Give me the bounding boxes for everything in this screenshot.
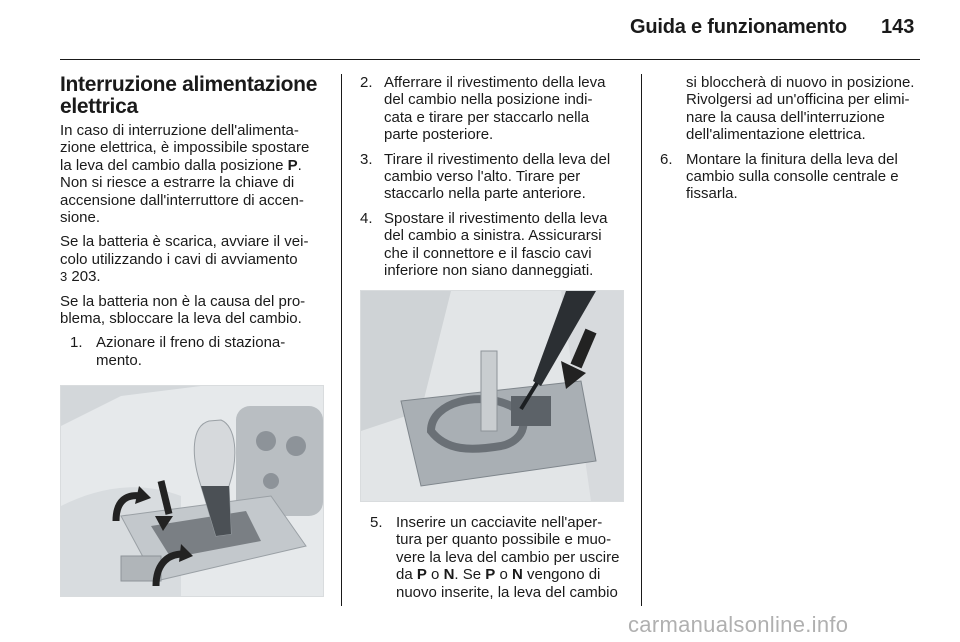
step-6 — [660, 151, 924, 203]
text-line: staccarlo nella parte anteriore. — [384, 185, 586, 203]
text-fragment: vengono di — [522, 566, 601, 584]
text-line: Afferrare il rivestimento della leva — [384, 74, 606, 91]
text-line: Se la batteria è scarica, avviare il vei- — [60, 233, 309, 251]
screwdriver-drawing — [361, 291, 623, 501]
text-fragment: . Se — [454, 566, 486, 584]
text-line: nare la causa dell'interruzione — [686, 108, 885, 126]
step-number: 6. — [660, 150, 673, 168]
text-line: Montare la finitura della leva del — [686, 150, 898, 168]
column-2-lower — [360, 514, 624, 608]
text-line: Tirare il rivestimento della leva del — [384, 150, 611, 168]
step-4 — [360, 210, 624, 280]
text-line: Azionare il freno di staziona- — [96, 334, 286, 352]
lever-shaft — [481, 351, 497, 431]
text-line: . — [297, 156, 302, 174]
step-number: 2. — [360, 74, 373, 91]
text-line: Non si riesce a estrarre la chiave di — [60, 174, 295, 192]
paragraph-3 — [60, 293, 322, 328]
text-line: cambio sulla consolle centrale e — [686, 168, 899, 186]
text-line: del cambio nella posizione indi- — [384, 91, 593, 109]
text-line: mento. — [96, 351, 142, 369]
page-number: 143 — [881, 16, 915, 38]
page-reference: 203. — [67, 268, 101, 286]
watermark: carmanualsonline.info — [628, 612, 849, 637]
paragraph-1 — [60, 122, 322, 226]
column-divider-2 — [641, 74, 642, 606]
knob-c — [263, 473, 279, 489]
text-line: blema, sbloccare la leva del cambio. — [60, 310, 302, 328]
screwdriver-illustration — [360, 290, 624, 502]
column-2 — [360, 74, 624, 286]
header-rule — [60, 59, 920, 60]
text-line: sione. — [60, 209, 101, 227]
knob-a — [256, 431, 276, 451]
column-1 — [60, 74, 322, 376]
knob-b — [286, 436, 306, 456]
text-fragment: da — [396, 566, 417, 584]
text-line: parte posteriore. — [384, 126, 494, 144]
step-5-continued — [660, 74, 924, 144]
step-number: 1. — [70, 334, 83, 352]
text-line: inferiore non siano danneggiati. — [384, 262, 594, 280]
step-number: 4. — [360, 209, 373, 227]
page-reference-icon: 3 — [60, 269, 68, 285]
text-line: dell'alimentazione elettrica. — [686, 126, 866, 144]
text-line: fissarla. — [686, 185, 738, 203]
text-line: accensione dall'interruttore di accen- — [60, 191, 304, 209]
text-line: zione elettrica, è impossibile spostare — [60, 139, 310, 157]
step-number: 5. — [370, 514, 383, 531]
text-line: Se la batteria non è la causa del pro- — [60, 292, 306, 310]
gear-lever-drawing — [61, 386, 323, 596]
chapter-title: Guida e funzionamento — [630, 16, 847, 38]
column-3 — [660, 74, 924, 210]
text-line: vere la leva del cambio per uscire — [396, 548, 620, 566]
lock-block — [511, 396, 551, 426]
text-line: In caso di interruzione dell'alimenta- — [60, 122, 299, 139]
text-line: cambio verso l'alto. Tirare per — [384, 168, 581, 186]
page-header — [0, 0, 960, 60]
step-5 — [370, 514, 624, 601]
section-heading: Interruzione alimentazione elettrica — [60, 73, 318, 118]
gear-lever-illustration — [60, 385, 324, 597]
gear-position-n: N — [443, 566, 455, 584]
text-line: Rivolgersi ad un'officina per elimi- — [686, 91, 910, 109]
text-line: del cambio a sinistra. Assicurarsi — [384, 227, 602, 245]
text-line: colo utilizzando i cavi di avviamento — [60, 250, 298, 268]
gear-position-p: P — [287, 156, 298, 174]
text-line: Spostare il rivestimento della leva — [384, 209, 608, 227]
text-fragment: o — [495, 566, 512, 584]
text-line: la leva del cambio dalla posizione — [60, 156, 288, 174]
text-line: cata e tirare per staccarlo nella — [384, 108, 590, 126]
column-divider-1 — [341, 74, 342, 606]
text-line: Inserire un cacciavite nell'aper- — [396, 514, 603, 531]
step-1 — [70, 334, 322, 369]
step-number: 3. — [360, 150, 373, 168]
gear-position-n: N — [511, 566, 523, 584]
text-line: nuovo inserite, la leva del cambio — [396, 583, 618, 601]
text-line: si bloccherà di nuovo in posizione. — [686, 74, 915, 91]
text-fragment: o — [426, 566, 444, 584]
paragraph-2 — [60, 233, 322, 285]
gear-position-p: P — [485, 566, 496, 584]
text-line: che il connettore e il fascio cavi — [384, 244, 592, 262]
text-line: tura per quanto possibile e muo- — [396, 531, 612, 549]
step-2 — [360, 74, 624, 144]
step-3 — [360, 151, 624, 203]
gear-position-p: P — [416, 566, 427, 584]
